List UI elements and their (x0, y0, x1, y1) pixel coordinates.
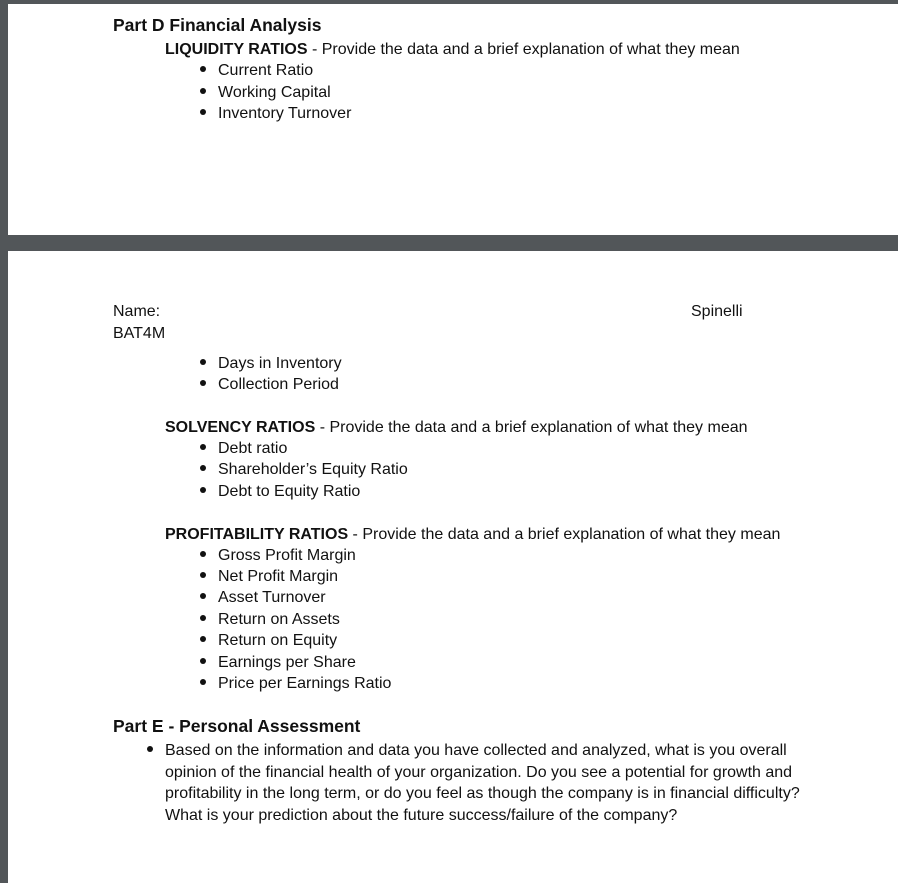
list-item: Price per Earnings Ratio (218, 675, 392, 692)
document-page-1 (8, 0, 898, 235)
bullet-icon (200, 465, 206, 471)
liquidity-title: LIQUIDITY RATIOS (165, 41, 308, 58)
part-e-question: Based on the information and data you have collected and analyzed, what is you overall opinion of the financial health of your organization. Do you see a potential for growth and profitability in the long term, or do you feel as though the company is in financial difficulty? What is your prediction about the future success/failure of the company? (165, 742, 800, 824)
list-item: Collection Period (218, 376, 339, 393)
list-item: Net Profit Margin (218, 568, 339, 585)
list-item: Return on Equity (218, 632, 338, 649)
bullet-icon (200, 658, 206, 664)
list-item: Current Ratio (218, 62, 314, 79)
bullet-icon (200, 66, 206, 72)
bullet-icon (200, 444, 206, 450)
list-item: Working Capital (218, 84, 331, 101)
name-label: Name: (113, 303, 161, 320)
bullet-icon (200, 679, 206, 685)
list-item: Days in Inventory (218, 355, 342, 372)
list-item: Gross Profit Margin (218, 547, 356, 564)
bullet-icon (200, 88, 206, 94)
solvency-description: - Provide the data and a brief explanation of what they mean (315, 419, 748, 436)
bullet-icon (200, 359, 206, 365)
bullet-icon (200, 487, 206, 493)
bullet-icon (200, 551, 206, 557)
liquidity-ratios-heading (165, 40, 740, 59)
course-code: BAT4M (113, 325, 166, 342)
bullet-icon (200, 572, 206, 578)
list-item: Debt to Equity Ratio (218, 483, 361, 500)
bullet-icon (200, 109, 206, 115)
part-e-heading: Part E - Personal Assessment (113, 716, 361, 736)
liquidity-description: - Provide the data and a brief explanation of what they mean (307, 41, 740, 58)
bullet-icon (200, 593, 206, 599)
teacher-name: Spinelli (691, 303, 743, 320)
profitability-ratios-heading (165, 525, 780, 544)
profitability-description: - Provide the data and a brief explanation of what they mean (348, 526, 781, 543)
solvency-ratios-heading (165, 418, 748, 437)
list-item: Inventory Turnover (218, 105, 352, 122)
bullet-icon (147, 746, 153, 752)
part-d-heading: Part D Financial Analysis (113, 15, 322, 35)
list-item: Earnings per Share (218, 654, 356, 671)
bullet-icon (200, 380, 206, 386)
bullet-icon (200, 615, 206, 621)
solvency-title: SOLVENCY RATIOS (165, 419, 316, 436)
list-item: Return on Assets (218, 611, 340, 628)
bullet-icon (200, 636, 206, 642)
document-page-2 (8, 251, 898, 883)
list-item: Shareholder’s Equity Ratio (218, 461, 408, 478)
list-item: Asset Turnover (218, 589, 326, 606)
profitability-title: PROFITABILITY RATIOS (165, 526, 349, 543)
list-item: Debt ratio (218, 440, 288, 457)
